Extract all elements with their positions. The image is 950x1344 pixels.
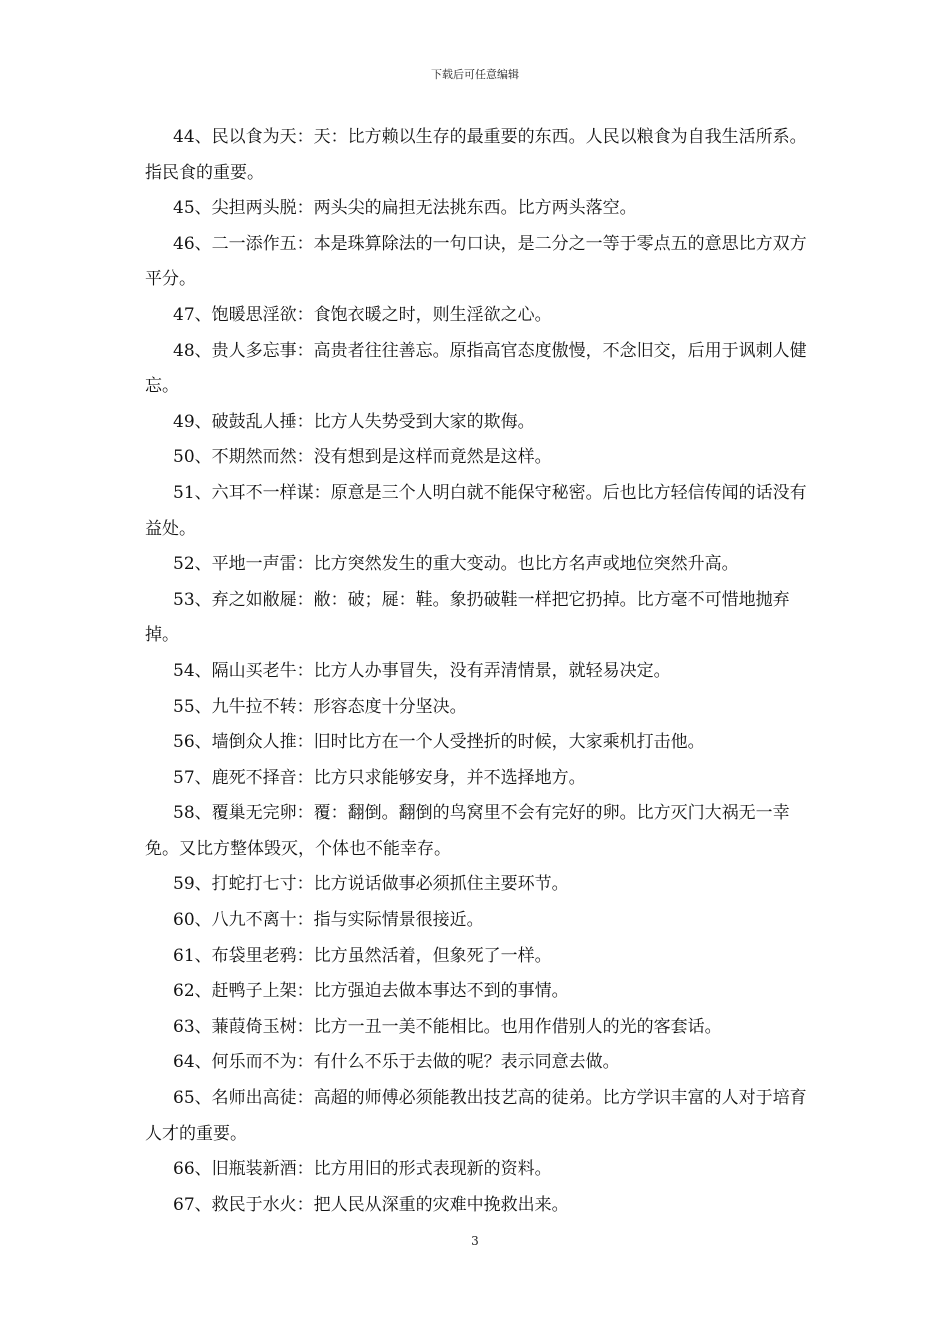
list-item: 45、尖担两头脱：两头尖的扁担无法挑东西。比方两头落空。	[173, 198, 637, 219]
list-item: 67、救民于水火：把人民从深重的灾难中挽救出来。	[173, 1194, 569, 1215]
list-item: 46、二一添作五：本是珠算除法的一句口诀，是二分之一等于零点五的意思比方双方平分。	[145, 233, 807, 290]
list-item: 58、覆巢无完卵：覆：翻倒。翻倒的鸟窝里不会有完好的卵。比方灭门大祸无一幸免。又比方整体毁灭，个体也不能幸存。	[145, 803, 790, 859]
list-item: 63、蒹葭倚玉树：比方一丑一美不能相比。也用作借别人的光的客套话。	[173, 1016, 722, 1037]
list-item: 55、九牛拉不转：形容态度十分坚决。	[173, 696, 467, 717]
list-item: 49、破鼓乱人捶：比方人失势受到大家的欺侮。	[173, 411, 535, 432]
list-item: 48、贵人多忘事：高贵者往往善忘。原指高官态度傲慢，不念旧交，后用于讽刺人健忘。	[145, 340, 807, 397]
list-item: 47、饱暖思淫欲：食饱衣暖之时，则生淫欲之心。	[173, 304, 552, 325]
list-item: 66、旧瓶装新酒：比方用旧的形式表现新的资料。	[173, 1159, 552, 1180]
list-item: 62、赶鸭子上架：比方强迫去做本事达不到的事情。	[173, 981, 569, 1002]
list-item: 64、何乐而不为：有什么不乐于去做的呢？表示同意去做。	[173, 1052, 620, 1073]
list-item: 57、鹿死不择音：比方只求能够安身，并不选择地方。	[173, 767, 586, 788]
list-item: 44、民以食为天：天：比方赖以生存的最重要的东西。人民以粮食为自我生活所系。指民食的重要。	[145, 127, 807, 183]
list-item: 54、隔山买老牛：比方人办事冒失，没有弄清情景，就轻易决定。	[173, 660, 671, 681]
list-item: 50、不期然而然：没有想到是这样而竟然是这样。	[173, 447, 552, 468]
list-item: 53、弃之如敝屣：敝：破；屣：鞋。象扔破鞋一样把它扔掉。比方毫不可惜地抛弃掉。	[145, 589, 790, 646]
list-item: 51、六耳不一样谋：原意是三个人明白就不能保守秘密。后也比方轻信传闻的话没有益处。	[145, 482, 807, 539]
page-header: 下载后可任意编辑	[431, 68, 519, 81]
list-item: 56、墙倒众人推：旧时比方在一个人受挫折的时候，大家乘机打击他。	[173, 732, 705, 753]
list-item: 60、八九不离十：指与实际情景很接近。	[173, 910, 484, 931]
document-body	[145, 120, 810, 1223]
page-number: 3	[471, 1234, 479, 1248]
list-item: 65、名师出高徒：高超的师傅必须能教出技艺高的徒弟。比方学识丰富的人对于培育人才的重要。	[145, 1088, 807, 1144]
list-item: 52、平地一声雷：比方突然发生的重大变动。也比方名声或地位突然升高。	[173, 554, 739, 575]
list-item: 59、打蛇打七寸：比方说话做事必须抓住主要环节。	[173, 874, 569, 895]
list-item: 61、布袋里老鸦：比方虽然活着，但象死了一样。	[173, 945, 552, 966]
